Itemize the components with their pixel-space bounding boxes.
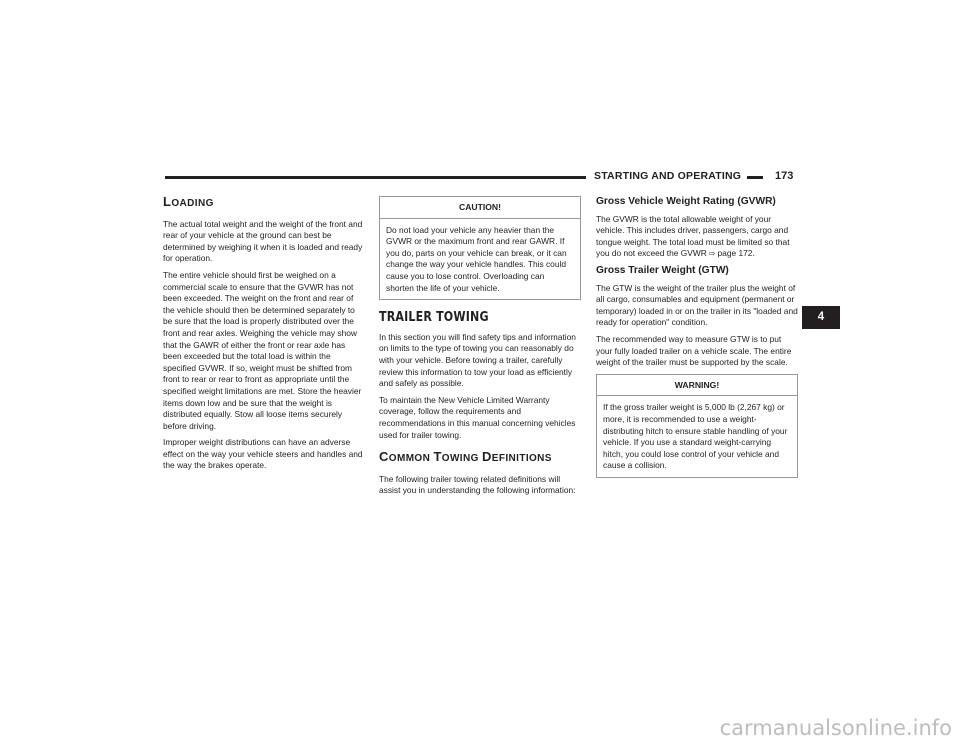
trailer-towing-paragraph-2: To maintain the New Vehicle Limited Warranty coverage, follow the requirements and recommendations in this manual concerning vehicles used for trailer towing. <box>379 394 576 440</box>
warning-body: If the gross trailer weight is 5,000 lb (2,267 kg) or more, it is recommended to use a weight-distributing hitch to ensure stable handling of your vehicle. If you use a standard weight-carrying hitch, you could lose control of your vehicle and cause a collision. <box>603 402 788 471</box>
gtw-heading: Gross Trailer Weight (GTW) <box>596 264 729 276</box>
common-definitions-paragraph: The following trailer towing related definitions will assist you in understanding the following information: <box>379 473 576 496</box>
gvwr-heading: Gross Vehicle Weight Rating (GVWR) <box>596 196 776 207</box>
loading-heading: LOADING <box>163 194 214 209</box>
watermark: carmanualsonline.info <box>719 716 952 740</box>
trailer-towing-heading: TRAILER TOWING <box>379 309 489 326</box>
warning-title: WARNING! <box>674 379 720 390</box>
trailer-towing-paragraph-1: In this section you will find safety tips and information on limits to the type of towing you can reasonably do with your vehicle. Before towing a trailer, carefully review this information to tow your load as efficiently and safely as possible. <box>379 331 576 389</box>
gvwr-paragraph: The GVWR is the total allowable weight of your vehicle. This includes driver, passengers, cargo and tongue weight. The total load must be limited so that you do not exceed the GVWR ⇨ page 172. <box>596 213 790 259</box>
loading-paragraph-2: The entire vehicle should first be weighed on a commercial scale to ensure that the GVWR has not been exceeded. The weight on the front and rear of the vehicle should then be determined separately to be sure that the load is properly distributed over the front and rear axles. Weighing the vehicle may show that the GAWR of either the front or rear axle has been exceeded but the total load is within the specified GVWR. If so, weight must be shifted from front to rear or rear to front as appropriate until the specified weight limitations are met. Store the heavier items down low and be sure that the weight is distributed equally. Stow all loose items securely before driving. <box>163 269 362 431</box>
common-definitions-heading: COMMON TOWING DEFINITIONS <box>379 449 552 465</box>
page-number: 173 <box>775 170 794 182</box>
caution-body: Do not load your vehicle any heavier than the GVWR or the maximum front and rear GAWR. If you do, parts on your vehicle can break, or it can change the way your vehicle handles. This could cause you to lose control. Overloading can shorten the life of your vehicle. <box>386 224 567 293</box>
page-reference-arrow-icon: ⇨ <box>708 249 716 259</box>
gtw-paragraph-1: The GTW is the weight of the trailer plus the weight of all cargo, consumables and equipment (permanent or temporary) loaded in or on the trailer in its "loaded and ready for operation" condition. <box>596 282 798 328</box>
column-left <box>163 196 365 477</box>
header-section-title: STARTING AND OPERATING <box>586 170 747 182</box>
column-middle <box>379 196 581 502</box>
column-right <box>596 196 798 486</box>
loading-paragraph-1: The actual total weight and the weight of the front and rear of your vehicle at the ground can best be determined by weighing it when it is loaded and ready for operation. <box>163 218 363 264</box>
gtw-paragraph-2: The recommended way to measure GTW is to put your fully loaded trailer on a vehicle scale. The entire weight of the trailer must be supported by the scale. <box>596 333 792 368</box>
caution-title: CAUTION! <box>458 202 501 212</box>
chapter-tab: 4 <box>802 306 840 329</box>
caution-box <box>379 196 581 300</box>
warning-box <box>596 374 798 478</box>
gvwr-page-link[interactable]: page 172. <box>717 248 755 259</box>
loading-paragraph-3: Improper weight distributions can have an adverse effect on the way your vehicle steers and handles and the way the brakes operate. <box>163 437 363 471</box>
